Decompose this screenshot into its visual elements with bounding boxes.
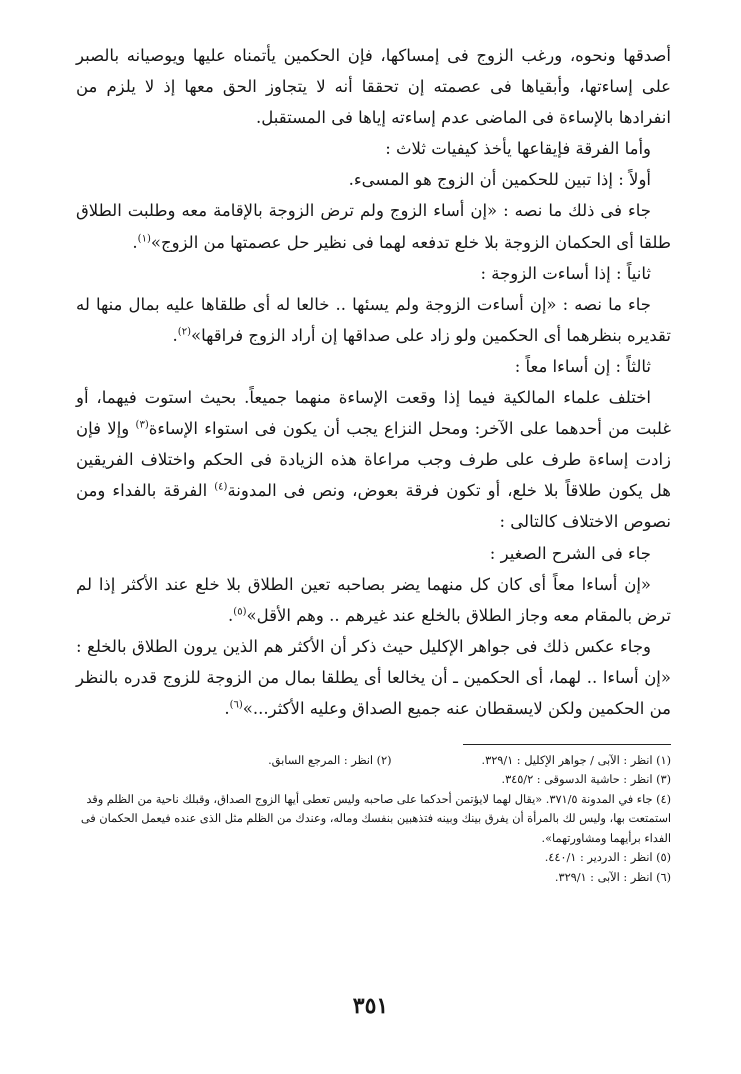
paragraph-6 bbox=[76, 289, 671, 351]
footnote-ref: (٦) bbox=[229, 699, 243, 711]
footnote-6: (٦) انظر : الآبى : ٣٢٩/١. bbox=[554, 870, 671, 884]
quote-text: «إن أساءا معاً أى كان كل منهما يضر بصاحبه تعين الطلاق بلا خلع عند الأكثر إذا لم ترض بالمقام معه وجاز الطلاق بالخلع عند غيرهم .. وهم الأقل» bbox=[76, 574, 671, 625]
paragraph-text: وإلا فإن زادت إساءة طرف على طرف وجب مراعاة هذه الزيادة فى الحكم واختلاف الفريقين هل يكون طلاقاً بلا خلع، أو تكون فرقة بعوض، ونص فى المدونة bbox=[76, 419, 671, 501]
footnote-row bbox=[76, 751, 671, 770]
footnote-ref: (٣) bbox=[135, 419, 149, 431]
footnote-1: (١) انظر : الآبى / جواهر الإكليل : ٣٢٩/١. bbox=[481, 754, 671, 768]
footnotes bbox=[76, 751, 671, 887]
paragraph-text: اختلف علماء المالكية فيما إذا وقعت الإساءة منهما جميعاً. بحيث استوت فيهما، أو غلبت من أحدهما على الآخر: ومحل النزاع يجب أن يكون فى استواء الإساءة bbox=[76, 388, 672, 439]
punctuation: . bbox=[172, 325, 178, 345]
body-text bbox=[76, 40, 671, 724]
paragraph-text: الفرقة بالفداء ومن نصوص الاختلاف كالتالى : bbox=[76, 481, 671, 532]
punctuation: . bbox=[224, 698, 230, 718]
footnote-2: (٢) انظر : المرجع السابق. bbox=[268, 754, 392, 768]
paragraph-4 bbox=[76, 195, 671, 257]
paragraph-text: وجاء عكس ذلك فى جواهر الإكليل حيث ذكر أن الأكثر هم الذين يرون الطلاق بالخلع : «إن أساءا .. لهما، أى الحكمين ـ أن يخالعا أى يطلقا بمال من الزوجة للزوج قدره بالنظر من الحكمين ولكن لايسقطان عنه جميع الصداق وعليه الأكثر...» bbox=[76, 636, 671, 718]
paragraph-text: أصدقها ونحوه، ورغب الزوج فى إمساكها، فإن الحكمين يأتمناه عليها ويوصيانه بالصبر على إساءتها، وأبقياها فى عصمته إن تحققا أنه لا يتجاوز الحق معها إذ لا يلزم من انفرادها بالإساءة فى الماضى عدم إساءته إياها فى المستقبل. bbox=[76, 46, 671, 128]
paragraph-8 bbox=[76, 382, 671, 537]
footnote-5: (٥) انظر : الدردير : ٤٤٠/١. bbox=[544, 851, 671, 865]
heading-text: ثانياً : إذا أساءت الزوجة : bbox=[480, 263, 651, 283]
paragraph-11 bbox=[76, 631, 671, 724]
section-heading-third bbox=[76, 351, 671, 382]
paragraph-text: جاء فى الشرح الصغير : bbox=[489, 543, 651, 563]
paragraph-9 bbox=[76, 538, 671, 569]
paragraph-2 bbox=[76, 133, 671, 164]
section-heading-second bbox=[76, 258, 671, 289]
paragraph-text: وأما الفرقة فإيقاعها يأخذ كيفيات ثلاث : bbox=[385, 139, 651, 159]
page-number: ٣٥١ bbox=[352, 993, 389, 1019]
punctuation: . bbox=[228, 605, 234, 625]
footnote-3: (٣) انظر : حاشية الدسوقى : ٣٤٥/٢. bbox=[501, 773, 671, 787]
paragraph-text: جاء فى ذلك ما نصه : «إن أساء الزوج ولم ترض الزوجة بالإقامة معه وطلبت الطلاق طلقا أى الحكمان الزوجة بلا خلع تدفعه لهما فى نظير حل عصمتها من الزوج» bbox=[76, 201, 671, 252]
paragraph-10 bbox=[76, 569, 671, 631]
heading-text: أولاً : إذا تبين للحكمين أن الزوج هو المسىء. bbox=[348, 170, 651, 190]
paragraph-1 bbox=[76, 40, 671, 133]
footnote-ref: (٤) bbox=[214, 481, 228, 493]
paragraph-text: جاء ما نصه : «إن أساءت الزوجة ولم يسئها .. خالعا له أى طلقاها عليه بمال منها له تقديره بنظرهما أى الحكمين ولو زاد على صداقها إن أراد الزوج فراقها» bbox=[76, 294, 671, 345]
footnote-ref: (٥) bbox=[233, 606, 247, 618]
footnote-separator bbox=[463, 744, 671, 745]
footnote-ref: (١) bbox=[137, 233, 151, 245]
punctuation: . bbox=[132, 232, 138, 252]
footnote-4: (٤) جاء في المدونة ٣٧١/٥. «يقال لهما لايؤتمن أحدكما على صاحبه وليس تعطى أيها الزوج الصداق، وقبلك ناحية من الظلم وقد استمتعت بها، وليس لك بالمرأة أن يفرق بينك وبينه فتذهبين بنفسك وماله، وعندك من الظلم مثل الذى عنده فيعمل الحكمان فى الفداء برأيهما ومشاورتهما». bbox=[80, 792, 671, 845]
footnote-ref: (٢) bbox=[177, 326, 191, 338]
heading-text: ثالثاً : إن أساءا معاً : bbox=[514, 356, 651, 376]
section-heading-first bbox=[76, 164, 671, 195]
